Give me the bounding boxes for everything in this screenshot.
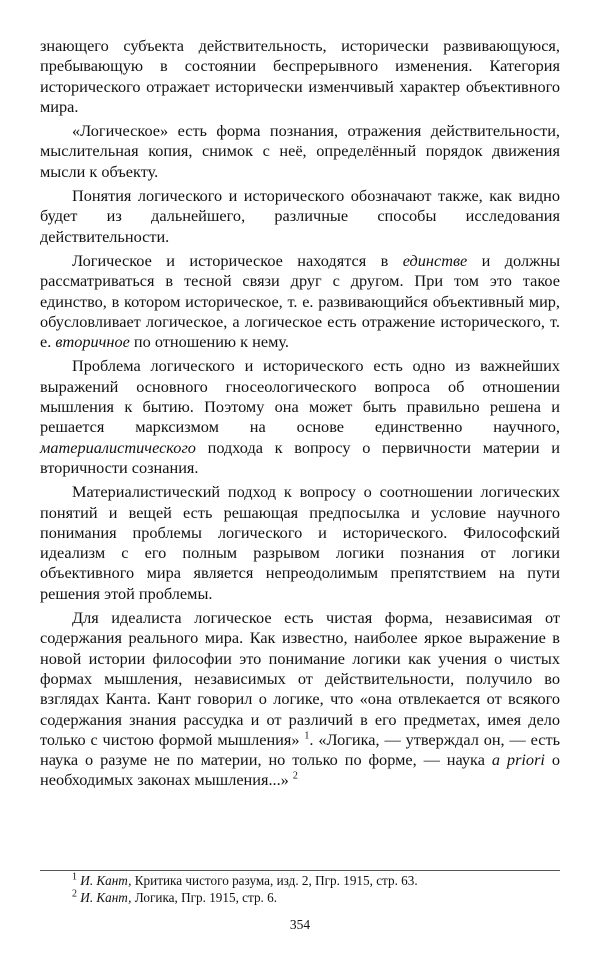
- footnote-ref: 1: [72, 871, 77, 883]
- text-run: . «Логика, — утверждал он, — есть наука о разуме не по материи, но только по форме, — наука: [40, 729, 561, 770]
- text-run: «Логическое» есть форма познания, отражения действительности, мыслительная копия, снимок с неё, определённый порядок движения мысли к объекту.: [40, 121, 560, 181]
- paragraph: [40, 251, 560, 352]
- footnote-ref: 1: [304, 730, 310, 742]
- paragraph: [40, 121, 560, 182]
- italic-text: единстве: [402, 250, 468, 270]
- paragraph: [40, 186, 560, 247]
- paragraph: [40, 608, 560, 791]
- footnote-ref: 2: [292, 770, 298, 782]
- footnote: [40, 873, 560, 890]
- text-run: Понятия логического и исторического обозначают также, как видно будет из дальнейшего, различные способы исследования действительности.: [40, 186, 560, 246]
- text-run: Материалистический подход к вопросу о соотношении логических понятий и вещей есть решающая предпосылка и условие научного понимания проблемы логического и исторического. Философский идеализм с его полным разрывом логики познания от логики объективного мира является непреодолимым препятствием на пути решения этой проблемы.: [40, 482, 560, 603]
- italic-text: И. Кант,: [80, 889, 132, 905]
- text-run: Для идеалиста логическое есть чистая форма, независимая от содержания реального мира. Как известно, наиболее яркое выражение в новой истории философии это понимание логики как учения о чистых формах мышления, независимых от действительности, получило во взглядах Канта. Кант говорил о логике, что «она отвлекается от всякого содержания знания рассудка и от различий в его предметах, имея дело только с чистою формой мышления»: [40, 608, 560, 749]
- text-run: подхода к вопросу о первичности материи и вторичности сознания.: [40, 437, 560, 477]
- page-number: 354: [289, 917, 311, 932]
- body-text: [40, 36, 560, 795]
- paragraph: [40, 36, 560, 117]
- text-run: о необходимых законах мышления...»: [40, 750, 560, 790]
- italic-text: материалистического: [40, 437, 196, 457]
- text-run: Логическое и историческое находятся в: [72, 250, 403, 270]
- paragraph: [40, 482, 560, 604]
- text-run: знающего субъекта действительность, исторически развивающуюся, пребывающую в состоянии беспрерывного изменения. Категория исторического отражает исторически изменчивый характер объективного мира.: [40, 36, 560, 116]
- footnotes: [40, 870, 560, 907]
- text-run: и должны рассматриваться в тесной связи друг с другом. При том это такое единство, в котором историческое, т. е. развивающийся объективный мир, обусловливает логическое, а логическое есть отражение исторического, т. е.: [40, 250, 561, 352]
- italic-text: a priori: [491, 750, 545, 770]
- footnote-ref: 2: [72, 888, 77, 900]
- text-run: Критика чистого разума, изд. 2, Пгр. 1915, стр. 63.: [131, 873, 418, 888]
- footnote: [40, 890, 560, 907]
- italic-text: вторичное: [55, 332, 130, 352]
- paragraph: [40, 356, 560, 478]
- text-run: Логика, Пгр. 1915, стр. 6.: [131, 889, 278, 905]
- italic-text: И. Кант,: [80, 873, 132, 888]
- text-run: по отношению к нему.: [129, 332, 289, 352]
- text-run: Проблема логического и исторического есть одно из важнейших выражений основного гносеологического вопроса об отношении мышления к бытию. Поэтому она может быть правильно решена и решается марксизмом на основе единственно научного,: [40, 356, 560, 437]
